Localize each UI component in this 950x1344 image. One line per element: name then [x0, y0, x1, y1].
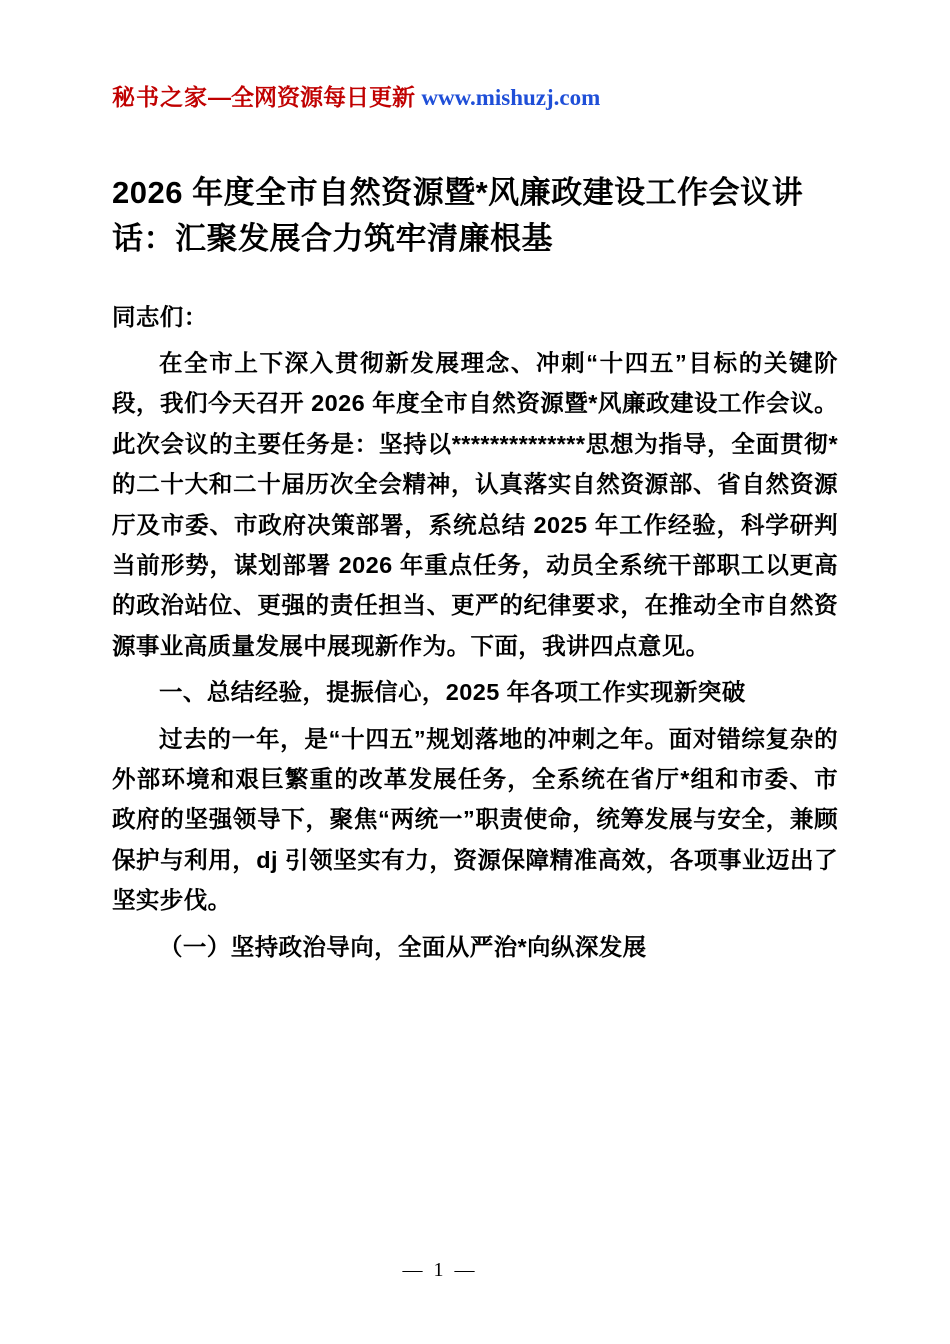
- paragraph-intro: 在全市上下深入贯彻新发展理念、冲刺“十四五”目标的关键阶段，我们今天召开 2026 年度全市自然资源暨*风廉政建设工作会议。此次会议的主要任务是：坚持以**************思想为指导，全面贯彻*的二十大和二十届历次全会精神，认真落实自然资源部、省自然资源厅及市委、市政府决策部署，系统总结 2025 年工作经验，科学研判当前形势，谋划部署 2026 年重点任务，动员全系统干部职工以更高的政治站位、更强的责任担当、更严的纪律要求，在推动全市自然资源事业高质量发展中展现新作为。下面，我讲四点意见。: [112, 350, 838, 659]
- paragraph-salutation: 同志们：: [112, 303, 208, 330]
- site-watermark-header: [112, 0, 838, 112]
- page-number-footer: — 1 —: [402, 1259, 478, 1281]
- site-url-link[interactable]: www.mishuzj.com: [421, 85, 601, 110]
- document-title: 2026 年度全市自然资源暨*风廉政建设工作会议讲话：汇聚发展合力筑牢清廉根基: [112, 174, 804, 257]
- site-brand: 秘书之家: [112, 84, 208, 110]
- site-slogan: —全网资源每日更新: [208, 84, 415, 110]
- paragraph-section-one-body: 过去的一年，是“十四五”规划落地的冲刺之年。面对错综复杂的外部环境和艰巨繁重的改革发展任务，全系统在省厅*组和市委、市政府的坚强领导下，聚焦“两统一”职责使命，统筹发展与安全，兼顾保护与利用，dj 引领坚实有力，资源保障精准高效，各项事业迈出了坚实步伐。: [112, 725, 838, 914]
- document-body: [112, 297, 838, 968]
- section-heading-one: 一、总结经验，提振信心，2025 年各项工作实现新突破: [159, 679, 746, 706]
- subsection-heading-one-1: （一）坚持政治导向，全面从严治*向纵深发展: [159, 933, 647, 960]
